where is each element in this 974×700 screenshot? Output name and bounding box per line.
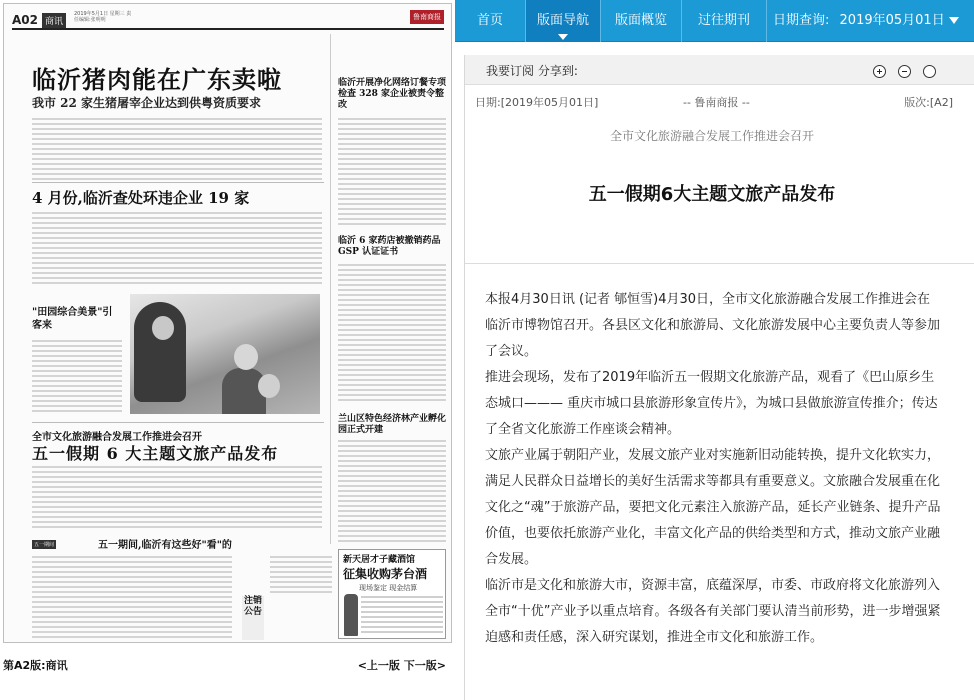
story-headline-landscape[interactable]: "田园综合美景"引客来 (32, 307, 113, 331)
zoom-in-icon[interactable] (873, 65, 886, 78)
nav-home[interactable]: 首页 (476, 13, 503, 28)
story-body-culture (32, 466, 322, 528)
zoom-out-icon[interactable] (898, 65, 911, 78)
story-headline-pharmacy[interactable]: 临沂 6 家药店被撤销药品 GSP 认证证书 (338, 236, 441, 257)
article-toolbar (465, 55, 974, 85)
story-body-pork (32, 118, 322, 180)
article-panel (464, 55, 974, 700)
current-page-label: 第A2版:商讯 (3, 659, 68, 672)
story-tag-holiday: 五一期间 (34, 542, 55, 548)
story-body-holiday-2 (270, 556, 332, 596)
date-picker-label: 日期查询: (773, 13, 830, 28)
article-paragraph: 临沂市是文化和旅游大市，资源丰富，底蕴深厚，市委、市政府将文化旅游列入全市“十优”产业予以重点培育。各级各有关部门要认清当前形势，进一步增强紧迫感和责任感，深入研究谋划，推进全市文化和旅游工作。 (485, 578, 941, 645)
article-source: -- 鲁南商报 -- (683, 96, 750, 109)
page-footer (0, 655, 452, 675)
story-body-environment (32, 212, 322, 284)
story-body-pharmacy (338, 264, 446, 404)
zoom-controls (866, 63, 936, 82)
story-headline-ordering[interactable]: 临沂开展净化网络订餐专项检查 328 家企业被责令整改 (338, 78, 447, 110)
date-picker-value: 2019年05月01日 (839, 13, 945, 28)
top-nav-bar (455, 0, 974, 42)
ad-headline: 新天居才子藏酒馆 (343, 555, 416, 565)
article-body (485, 287, 943, 651)
story-headline-holiday[interactable]: 五一期间,临沂有这些好"看"的 (98, 540, 232, 551)
story-headline-environment[interactable]: 4 月份,临沂查处环违企业 19 家 (32, 189, 250, 207)
article-date: 日期:[2019年05月01日] (475, 96, 599, 109)
article-subtitle: 全市文化旅游融合发展工作推进会召开 (609, 129, 814, 143)
story-body-landscape (32, 340, 122, 414)
photo-figure-child-1 (234, 344, 258, 370)
photo-figure-head (152, 316, 174, 340)
article-paragraph: 推进会现场，发布了2019年临沂五一假期文化旅游产品，观看了《巴山原乡生态城口——— 重庆市城口县旅游形象宣传片》，为城口县做旅游宣传推介；传达了全省文化旅游工作座谈会精神。 (485, 370, 938, 437)
nav-layout-guide-label: 版面导航 (536, 13, 589, 28)
prev-page-link[interactable]: <上一版 (357, 659, 400, 672)
next-page-link[interactable]: 下一版> (403, 659, 446, 672)
story-body-ordering (338, 118, 446, 228)
story-subheadline-pork[interactable]: 我市 22 家生猪屠宰企业达到供粤资质要求 (32, 96, 262, 110)
date-picker[interactable] (773, 0, 973, 42)
dropdown-arrow-icon (949, 17, 959, 24)
article-paragraph: 文旅产业属于朝阳产业，发展文旅产业对实施新旧动能转换，提升文化软实力，满足人民群众日益增长的美好生活需求等都具有重要意义。文旅融合发展重在化文化之“魂”于旅游产品，要把文化元素注入旅游产品，延长产业链条、提升产品价值，也要依托旅游产业化，丰富文化产品的供给类型和方式，推动文旅产业融合发展。 (485, 448, 941, 567)
article-meta (465, 93, 974, 111)
story-kicker-culture[interactable]: 全市文化旅游融合发展工作推进会召开 (32, 432, 202, 443)
newspaper-page-image[interactable] (3, 3, 452, 643)
paper-logo: 鲁南商报 (410, 10, 444, 24)
notice-box[interactable]: 注销公告 (242, 596, 264, 640)
ad-title: 征集收购茅台酒 (343, 567, 428, 581)
nav-past-issues[interactable]: 过往期刊 (697, 13, 750, 28)
zoom-reset-icon[interactable] (923, 65, 936, 78)
story-headline-pork[interactable]: 临沂猪肉能在广东卖啦 (32, 65, 282, 94)
article-edition: 版次:[A2] (904, 96, 953, 109)
ad-body (361, 596, 443, 636)
newspaper-pane (0, 0, 455, 700)
article-paragraph: 本报4月30日讯 (记者 郇恒雪)4月30日，全市文化旅游融合发展工作推进会在临沂市博物馆召开。各县区文化和旅游局、文化旅游发展中心主要负责人等参加了会议。 (485, 292, 941, 359)
article-title: 五一假期6大主题文旅产品发布 (588, 184, 836, 205)
article-divider (465, 263, 974, 264)
subscribe-share-link[interactable]: 我要订阅 分享到: (486, 64, 578, 78)
ad-tagline: 现场鉴定 现金结算 (359, 584, 418, 592)
nav-layout-overview[interactable]: 版面概览 (614, 13, 667, 28)
header-date: 2019年5月1日 星期三 责任编辑:张明明 (74, 11, 132, 23)
column-rule (330, 34, 331, 544)
divider (32, 182, 324, 183)
nav-layout-guide[interactable] (526, 0, 600, 42)
divider (32, 422, 324, 423)
nav-separator (766, 0, 767, 42)
page-pager (358, 657, 446, 673)
story-body-forest (338, 440, 446, 542)
photo-figure-child-2 (258, 374, 280, 398)
caret-down-icon (558, 34, 568, 40)
story-headline-forest[interactable]: 兰山区特色经济林产业孵化园正式开建 (338, 414, 447, 435)
bottle-icon (344, 594, 358, 636)
page-number: A02 (12, 13, 38, 27)
story-body-holiday (32, 556, 232, 640)
page-header-bar (12, 10, 444, 30)
story-headline-culture[interactable]: 五一假期 6 大主题文旅产品发布 (32, 444, 279, 463)
advertisement-moutai[interactable] (338, 549, 446, 639)
section-tag: 商讯 (42, 13, 66, 28)
news-photo[interactable] (130, 294, 320, 414)
